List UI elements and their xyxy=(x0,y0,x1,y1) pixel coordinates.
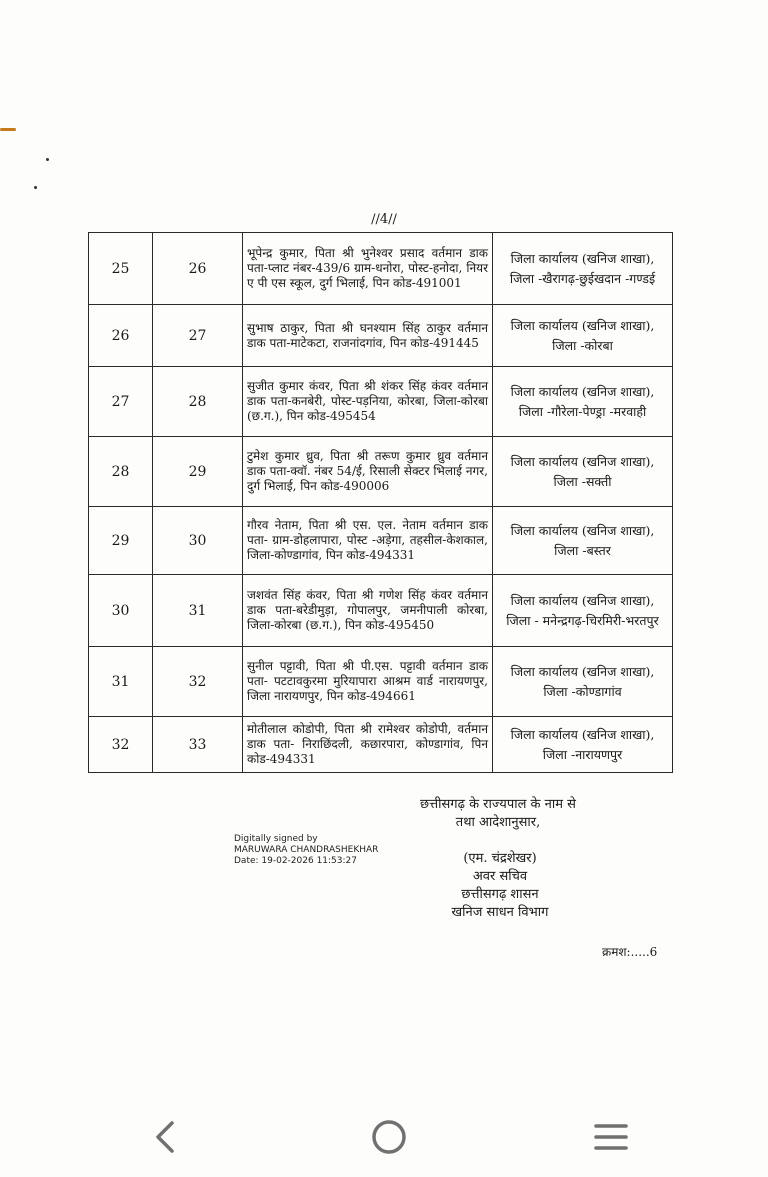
digital-line-2: MARUWARA CHANDRASHEKHAR xyxy=(234,845,379,855)
rank-number-cell: 32 xyxy=(153,647,243,717)
rank-number-cell: 33 xyxy=(153,717,243,773)
officer-dept: खनिज साधन विभाग xyxy=(451,905,549,920)
office-line-2: जिला -गौरेला-पेण्ड्रा -मरवाही xyxy=(518,403,647,419)
office-line-2: जिला -कोण्डागांव xyxy=(543,683,622,699)
table-row xyxy=(89,367,673,437)
office-line-1: जिला कार्यालय (खनिज शाखा), xyxy=(510,383,655,399)
office-cell xyxy=(493,717,673,773)
office-line-2: जिला -नारायणपुर xyxy=(542,746,623,762)
candidate-address-cell: सुनील पट्टावी, पिता श्री पी.एस. पट्टावी वर्तमान डाक पता- पटटावकुरमा मुरियापारा आश्रम वार्ड नारायणपुर, जिला नारायणपुर, पिन कोड-494661 xyxy=(243,647,493,717)
office-line-1: जिला कार्यालय (खनिज शाखा), xyxy=(510,726,655,742)
home-button[interactable] xyxy=(364,1112,414,1162)
table-row xyxy=(89,233,673,305)
serial-number-cell: 27 xyxy=(89,367,153,437)
candidate-address-cell: गौरव नेताम, पिता श्री एस. एल. नेताम वर्तमान डाक पता- ग्राम-डोहलापारा, पोस्ट -अड़ेगा, तहसील-केशकाल, जिला-कोण्डागांव, पिन कोड-494331 xyxy=(243,507,493,575)
continued-marker: क्रमश:.....6 xyxy=(602,945,658,959)
digital-signature xyxy=(234,834,378,867)
office-line-1: जिला कार्यालय (खनिज शाखा), xyxy=(510,317,655,333)
serial-number-cell: 25 xyxy=(89,233,153,305)
office-cell xyxy=(493,575,673,647)
officer-block xyxy=(400,850,600,922)
office-line-2: जिला -खैरागढ़-छुईखदान -गण्डई xyxy=(509,270,656,286)
hamburger-menu-icon xyxy=(591,1120,631,1154)
table-row xyxy=(89,437,673,507)
office-cell xyxy=(493,647,673,717)
candidate-address-cell: सुजीत कुमार कंवर, पिता श्री शंकर सिंह कंवर वर्तमान डाक पता-कनबेरी, पोस्ट-पड़निया, कोरबा, जिला-कोरबा (छ.ग.), पिन कोड-495454 xyxy=(243,367,493,437)
office-line-1: जिला कार्यालय (खनिज शाखा), xyxy=(510,592,655,608)
circle-home-icon xyxy=(369,1117,409,1157)
office-cell xyxy=(493,367,673,437)
serial-number-cell: 29 xyxy=(89,507,153,575)
order-line-2: तथा आदेशानुसार, xyxy=(455,815,541,830)
menu-button[interactable] xyxy=(586,1112,636,1162)
order-line-1: छत्तीसगढ़ के राज्यपाल के नाम से xyxy=(420,797,576,812)
rank-number-cell: 31 xyxy=(153,575,243,647)
serial-number-cell: 30 xyxy=(89,575,153,647)
office-line-2: जिला -कोरबा xyxy=(552,337,613,353)
digital-line-3: Date: 19-02-2026 11:53:27 xyxy=(234,856,357,866)
back-button[interactable] xyxy=(140,1112,190,1162)
table-row xyxy=(89,717,673,773)
table-row xyxy=(89,575,673,647)
digital-line-1: Digitally signed by xyxy=(234,834,318,844)
navigation-bar xyxy=(0,1100,768,1177)
table-row xyxy=(89,507,673,575)
office-line-2: जिला -बस्तर xyxy=(554,542,611,558)
office-line-1: जिला कार्यालय (खनिज शाखा), xyxy=(510,663,655,679)
office-cell xyxy=(493,507,673,575)
order-text xyxy=(388,796,608,832)
rank-number-cell: 30 xyxy=(153,507,243,575)
speck xyxy=(34,186,37,189)
candidate-address-cell: टुमेश कुमार ध्रुव, पिता श्री तरूण कुमार ध्रुव वर्तमान डाक पता-क्वॉ. नंबर 54/ई, रिसाली सेक्टर भिलाई नगर, दुर्ग भिलाई, पिन कोड-490006 xyxy=(243,437,493,507)
candidate-address-cell: सुभाष ठाकुर, पिता श्री घनश्याम सिंह ठाकुर वर्तमान डाक पता-माटेकटा, राजनांदगांव, पिन कोड-491445 xyxy=(243,305,493,367)
rank-number-cell: 26 xyxy=(153,233,243,305)
candidate-address-cell: जशवंत सिंह कंवर, पिता श्री गणेश सिंह कंवर वर्तमान डाक पता-बरेडीमुड़ा, गोपालपुर, जमनीपाली कोरबा, जिला-कोरबा (छ.ग.), पिन कोड-495450 xyxy=(243,575,493,647)
office-cell xyxy=(493,305,673,367)
office-line-2: जिला - मनेन्द्रगढ़-चिरमिरी-भरतपुर xyxy=(506,612,659,628)
serial-number-cell: 28 xyxy=(89,437,153,507)
serial-number-cell: 32 xyxy=(89,717,153,773)
rank-number-cell: 28 xyxy=(153,367,243,437)
table-row xyxy=(89,647,673,717)
speck xyxy=(46,158,49,161)
office-line-1: जिला कार्यालय (खनिज शाखा), xyxy=(510,250,655,266)
page-marker: //4// xyxy=(371,212,397,227)
office-cell xyxy=(493,233,673,305)
serial-number-cell: 31 xyxy=(89,647,153,717)
office-line-1: जिला कार्यालय (खनिज शाखा), xyxy=(510,522,655,538)
candidate-table xyxy=(88,232,673,773)
office-cell xyxy=(493,437,673,507)
rank-number-cell: 27 xyxy=(153,305,243,367)
candidate-address-cell: मोतीलाल कोडोपी, पिता श्री रामेश्वर कोडोपी, वर्तमान डाक पता- निराछिंदली, कछारपारा, कोण्डागांव, पिन कोड-494331 xyxy=(243,717,493,773)
orange-mark xyxy=(0,128,16,131)
officer-designation: अवर सचिव xyxy=(472,869,528,884)
serial-number-cell: 26 xyxy=(89,305,153,367)
chevron-left-icon xyxy=(150,1120,180,1154)
officer-govt: छत्तीसगढ़ शासन xyxy=(461,887,539,902)
table-row xyxy=(89,305,673,367)
rank-number-cell: 29 xyxy=(153,437,243,507)
officer-name: (एम. चंद्रशेखर) xyxy=(463,851,537,866)
office-line-1: जिला कार्यालय (खनिज शाखा), xyxy=(510,453,655,469)
office-line-2: जिला -सक्ती xyxy=(553,473,612,489)
candidate-address-cell: भूपेन्द्र कुमार, पिता श्री भुनेश्वर प्रसाद वर्तमान डाक पता-प्लाट नंबर-439/6 ग्राम-धनोरा, पोस्ट-हनोदा, नियर ए पी एस स्कूल, दुर्ग भिलाई, पिन कोड-491001 xyxy=(243,233,493,305)
